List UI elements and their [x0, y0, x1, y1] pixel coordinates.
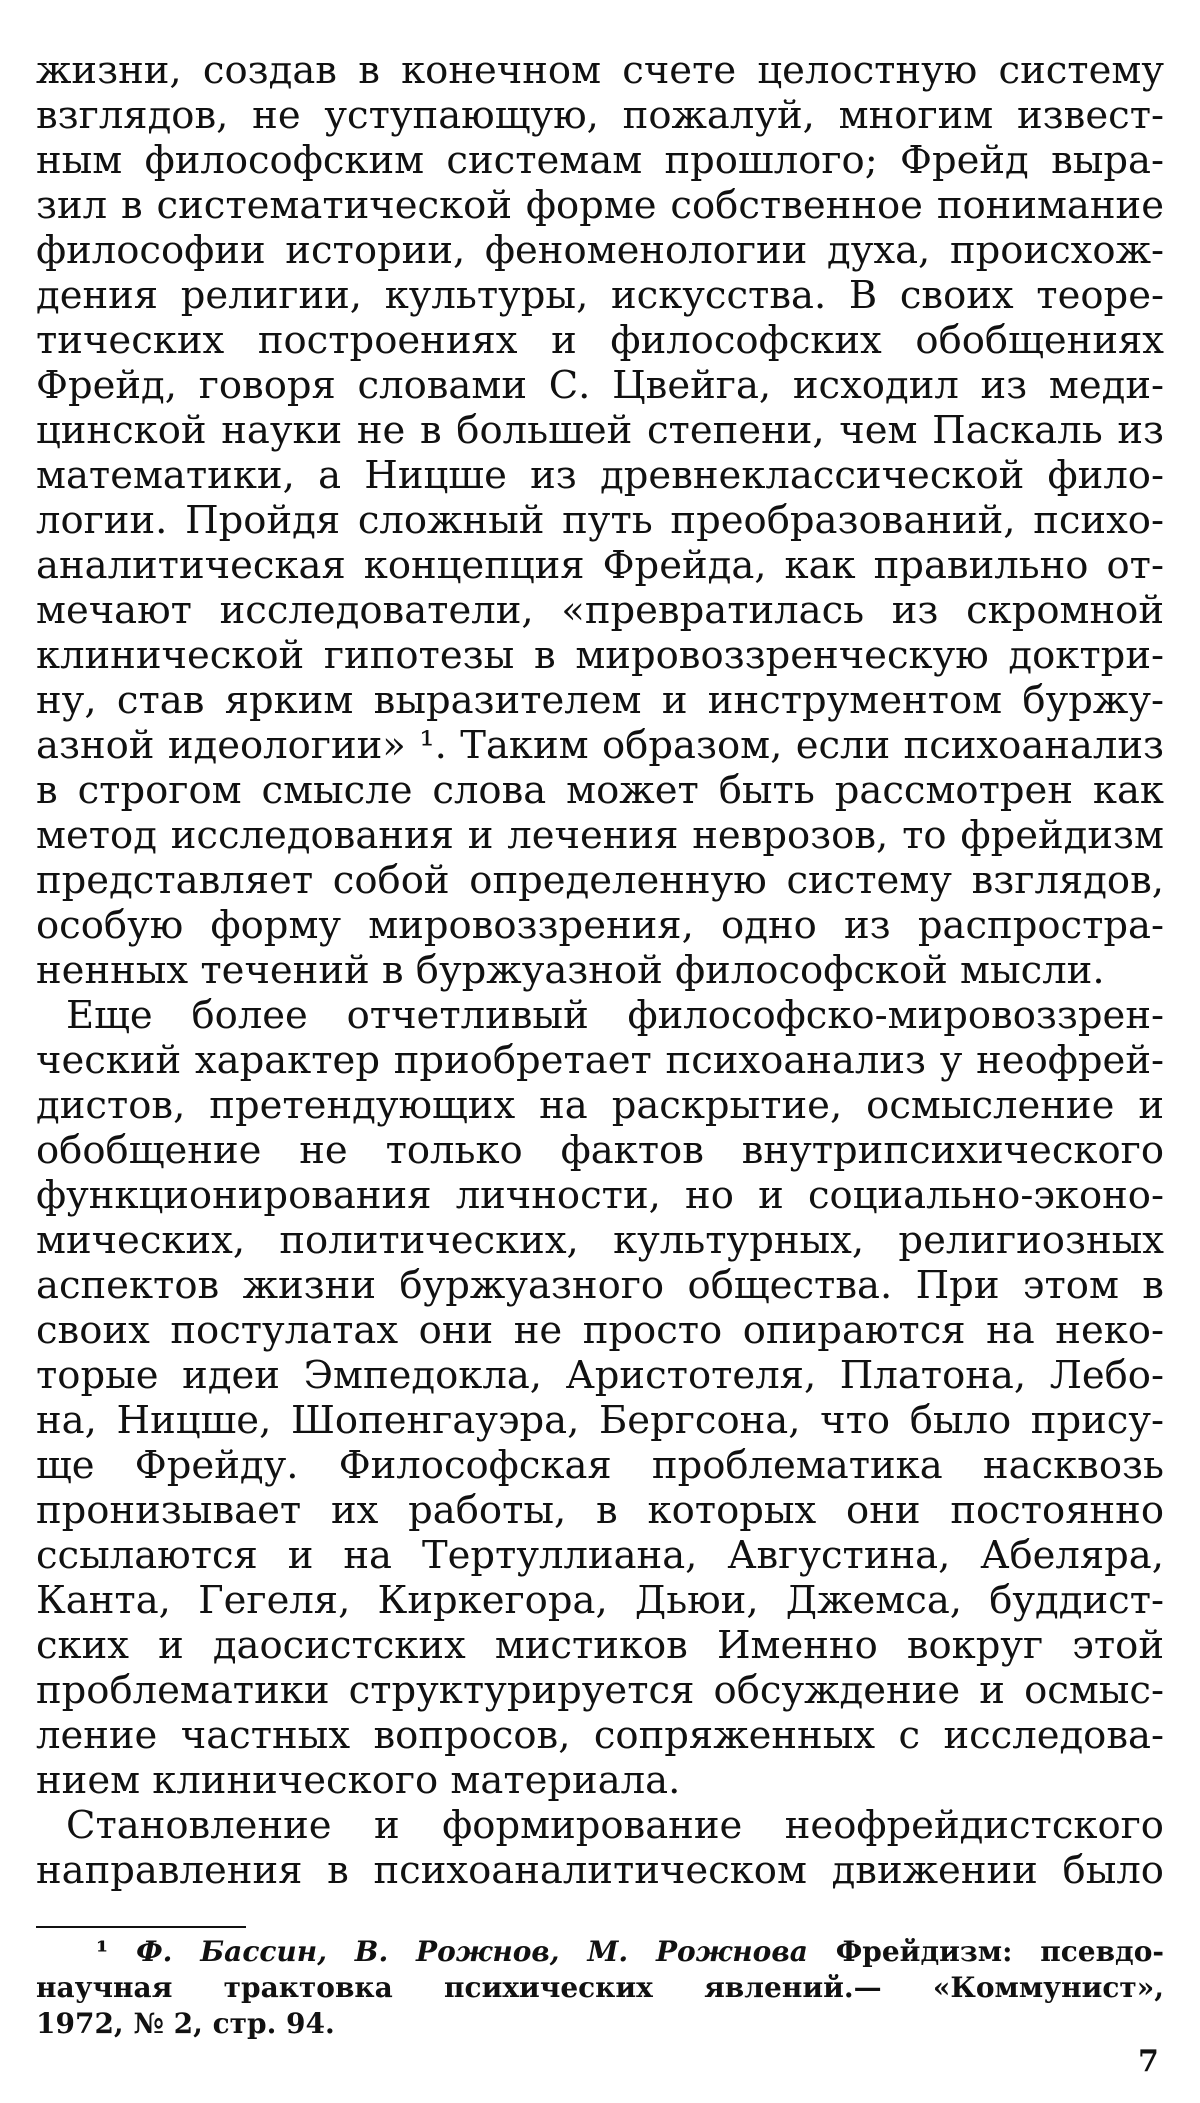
text-line: ну, став ярким выразителем и инструментом буржу- [36, 678, 1164, 723]
footnote-line: 1972, № 2, стр. 94. [36, 2007, 335, 2040]
text-line: Канта, Гегеля, Киркегора, Дьюи, Джемса, буддист- [36, 1578, 1164, 1623]
footnote-authors: Ф. Бассин, В. Рожнов, М. Рожнова [136, 1935, 808, 1968]
text-line: логии. Пройдя сложный путь преобразований, психо- [36, 498, 1164, 543]
text-line: на, Ницше, Шопенгауэра, Бергсона, что было прису- [36, 1398, 1164, 1443]
text-line: Фрейд, говоря словами С. Цвейга, исходил из меди- [36, 363, 1164, 408]
text-line: пронизывает их работы, в которых они постоянно [36, 1488, 1164, 1533]
text-line: дения религии, культуры, искусства. В своих теоре- [36, 273, 1164, 318]
text-line: тических построениях и философских обобщениях [36, 318, 1164, 363]
text-line: ческий характер приобретает психоанализ у неофрей- [36, 1038, 1164, 1083]
page-number: 7 [1138, 2044, 1159, 2079]
text-line: метод исследования и лечения неврозов, то фрейдизм [36, 813, 1164, 858]
text-line: цинской науки не в большей степени, чем Паскаль из [36, 408, 1164, 453]
text-line: клинической гипотезы в мировоззренческую доктри- [36, 633, 1164, 678]
footnote-marker: ¹ [96, 1935, 109, 1968]
text-line: аспектов жизни буржуазного общества. При этом в [36, 1263, 1164, 1308]
text-line: ссылаются и на Тертуллиана, Августина, Абеляра, [36, 1533, 1164, 1578]
text-line: ще Фрейду. Философская проблематика насквозь [36, 1443, 1164, 1488]
text-line: азной идеологии» ¹. Таким образом, если психоанализ [36, 723, 1164, 768]
text-line: зил в систематической форме собственное понимание [36, 183, 1164, 228]
footnote-line: научная трактовка психических явлений.— «Коммунист», [36, 1971, 1164, 2004]
text-line: направления в психоаналитическом движении было [36, 1848, 1164, 1893]
text-line: ских и даосистских мистиков Именно вокруг этой [36, 1623, 1164, 1668]
text-line: жизни, создав в конечном счете целостную систему [36, 48, 1164, 93]
text-line: философии истории, феноменологии духа, происхож- [36, 228, 1164, 273]
text-line: ным философским системам прошлого; Фрейд выра- [36, 138, 1164, 183]
text-line: торые идеи Эмпедокла, Аристотеля, Платона, Лебо- [36, 1353, 1164, 1398]
text-line: ление частных вопросов, сопряженных с исследова- [36, 1713, 1164, 1758]
text-line: аналитическая концепция Фрейда, как правильно от- [36, 543, 1164, 588]
text-line: взглядов, не уступающую, пожалуй, многим извест- [36, 93, 1164, 138]
footnote-line [96, 1934, 1164, 1970]
text-line: представляет собой определенную систему взглядов, [36, 858, 1164, 903]
paragraph-start-line: Становление и формирование неофрейдистского [66, 1803, 1164, 1848]
footnote-title: Фрейдизм: псевдо- [835, 1935, 1165, 1968]
text-line: в строгом смысле слова может быть рассмотрен как [36, 768, 1164, 813]
text-line: ненных течений в буржуазной философской мысли. [36, 948, 1105, 993]
text-line: особую форму мировоззрения, одно из распростра- [36, 903, 1164, 948]
paragraph-start-line: Еще более отчетливый философско-мировоззрен- [66, 993, 1164, 1038]
text-line: обобщение не только фактов внутрипсихического [36, 1128, 1164, 1173]
text-line: мических, политических, культурных, религиозных [36, 1218, 1164, 1263]
text-line: нием клинического материала. [36, 1758, 681, 1803]
text-line: мечают исследователи, «превратилась из скромной [36, 588, 1164, 633]
text-line: математики, а Ницше из древнеклассической фило- [36, 453, 1164, 498]
text-line: проблематики структурируется обсуждение и осмыс- [36, 1668, 1164, 1713]
text-line: дистов, претендующих на раскрытие, осмысление и [36, 1083, 1164, 1128]
text-line: функционирования личности, но и социально-эконо- [36, 1173, 1164, 1218]
text-line: своих постулатах они не просто опираются на неко- [36, 1308, 1164, 1353]
footnote-divider [36, 1926, 246, 1928]
